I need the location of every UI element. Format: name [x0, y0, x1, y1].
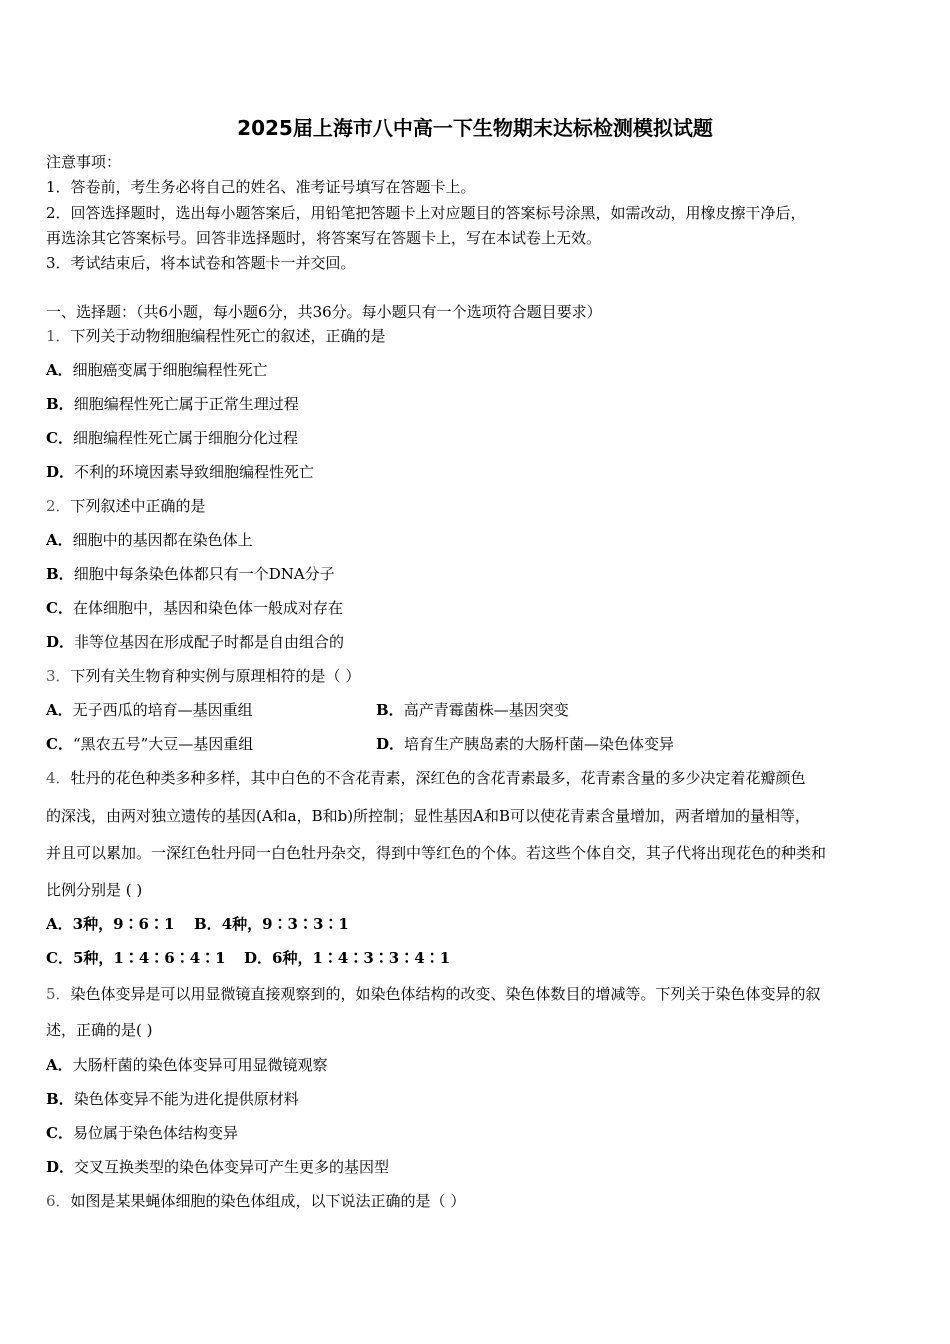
notice-item: 再选涂其它答案标号。回答非选择题时，将答案写在答题卡上，写在本试卷上无效。: [46, 229, 602, 247]
option-c: [46, 598, 343, 618]
option-text: 细胞编程性死亡属于细胞分化过程: [72, 429, 298, 447]
question-text: 如图是某果蝇体细胞的染色体组成，以下说法正确的是（ ）: [70, 1192, 466, 1210]
option-text: 细胞中每条染色体都只有一个DNA分子: [73, 565, 335, 583]
option-a: [46, 530, 253, 550]
option-a: [46, 700, 253, 720]
option-label: B．: [46, 395, 74, 413]
notice-item: 3．考试结束后，将本试卷和答题卡一并交回。: [46, 254, 356, 272]
option-label: B．: [46, 565, 74, 583]
section-heading: 一、选择题：（共6小题，每小题6分，共36分。每小题只有一个选项符合题目要求）: [46, 303, 602, 321]
question-text-line: 的深浅，由两对独立遗传的基因(A和a，B和b)所控制；显性基因A和B可以使花青素含量增加，两者增加的量相等，: [46, 807, 810, 825]
question-text-line: 比例分别是 ( ): [46, 881, 143, 899]
option-a: [46, 1055, 328, 1075]
question-5-stem: [46, 984, 821, 1004]
question-number: 5．: [46, 985, 71, 1003]
question-text-line: 述，正确的是( ): [46, 1021, 153, 1039]
question-6-stem: [46, 1191, 465, 1211]
option-label: A．: [46, 915, 73, 933]
option-text: 6种，1∶4∶3∶3∶4∶1: [272, 949, 451, 967]
option-c: [46, 734, 253, 754]
option-text: 培育生产胰岛素的大肠杆菌—染色体变异: [404, 735, 675, 753]
option-c: [46, 948, 226, 968]
option-d: [46, 462, 314, 482]
option-label: D．: [46, 463, 75, 481]
question-text-line: 并且可以累加。一深红色牡丹同一白色牡丹杂交，得到中等红色的个体。若这些个体自交，其子代将出现花色的种类和: [46, 844, 827, 862]
option-text: 非等位基因在形成配子时都是自由组合的: [74, 633, 345, 651]
option-text: 细胞癌变属于细胞编程性死亡: [72, 361, 268, 379]
page-title: 2025届上海市八中高一下生物期末达标检测模拟试题: [237, 116, 713, 140]
option-text: 不利的环境因素导致细胞编程性死亡: [74, 463, 315, 481]
question-number: 6．: [46, 1192, 71, 1210]
option-label: D．: [244, 949, 273, 967]
question-3-stem: [46, 666, 360, 686]
option-label: A．: [46, 531, 73, 549]
option-b: [376, 700, 569, 720]
notice-item: 2．回答选择题时，选出每小题答案后，用铅笔把答题卡上对应题目的答案标号涂黑，如需改动，用橡皮擦干净后，: [46, 204, 806, 222]
option-label: B．: [46, 1090, 74, 1108]
option-text: 细胞中的基因都在染色体上: [72, 531, 253, 549]
option-d: [46, 1157, 389, 1177]
question-text: 牡丹的花色种类多种多样，其中白色的不含花青素，深红色的含花青素最多，花青素含量的多少决定着花瓣颜色: [70, 769, 806, 787]
option-text: 染色体变异不能为进化提供原材料: [73, 1090, 299, 1108]
option-text: 细胞编程性死亡属于正常生理过程: [73, 395, 299, 413]
option-text: 在体细胞中，基因和染色体一般成对存在: [72, 599, 343, 617]
option-label: A．: [46, 1056, 73, 1074]
option-label: B．: [376, 701, 404, 719]
option-label: C．: [46, 949, 73, 967]
option-a: [46, 914, 174, 934]
question-text: 下列叙述中正确的是: [70, 497, 206, 515]
notice-heading: 注意事项：: [46, 153, 122, 171]
question-number: 3．: [46, 667, 71, 685]
option-b: [46, 394, 299, 414]
question-number: 2．: [46, 497, 71, 515]
option-text: 交叉互换类型的染色体变异可产生更多的基因型: [74, 1158, 390, 1176]
option-c: [46, 428, 298, 448]
option-label: A．: [46, 701, 73, 719]
option-d: [244, 948, 450, 968]
option-b: [46, 564, 335, 584]
option-label: C．: [46, 735, 73, 753]
notice-item: 1．答卷前，考生务必将自己的姓名、准考证号填写在答题卡上。: [46, 178, 476, 196]
option-d: [46, 632, 344, 652]
option-label: A．: [46, 361, 73, 379]
option-label: C．: [46, 599, 73, 617]
option-c: [46, 1123, 238, 1143]
option-text: 无子西瓜的培育—基因重组: [72, 701, 253, 719]
option-text: 大肠杆菌的染色体变异可用显微镜观察: [72, 1056, 328, 1074]
option-label: B．: [194, 915, 222, 933]
option-text: “黑农五号”大豆—基因重组: [72, 735, 254, 753]
question-2-stem: [46, 496, 206, 516]
question-text: 下列有关生物育种实例与原理相符的是（ ）: [70, 667, 361, 685]
question-text: 下列关于动物细胞编程性死亡的叙述，正确的是: [70, 327, 386, 345]
option-label: D．: [46, 633, 75, 651]
option-d: [376, 734, 674, 754]
option-text: 4种，9∶3∶3∶1: [221, 915, 349, 933]
option-label: C．: [46, 429, 73, 447]
option-text: 高产青霉菌株—基因突变: [403, 701, 569, 719]
option-label: C．: [46, 1124, 73, 1142]
question-number: 4．: [46, 769, 71, 787]
option-text: 易位属于染色体结构变异: [72, 1124, 238, 1142]
option-text: 5种，1∶4∶6∶4∶1: [72, 949, 226, 967]
question-text: 染色体变异是可以用显微镜直接观察到的，如染色体结构的改变、染色体数目的增减等。下列关于染色体变异的叙: [70, 985, 821, 1003]
option-b: [194, 914, 349, 934]
option-label: D．: [376, 735, 405, 753]
option-b: [46, 1089, 299, 1109]
question-4-stem: [46, 768, 806, 788]
question-1-stem: [46, 326, 386, 346]
question-number: 1．: [46, 327, 71, 345]
option-label: D．: [46, 1158, 75, 1176]
option-text: 3种，9∶6∶1: [72, 915, 175, 933]
option-a: [46, 360, 268, 380]
